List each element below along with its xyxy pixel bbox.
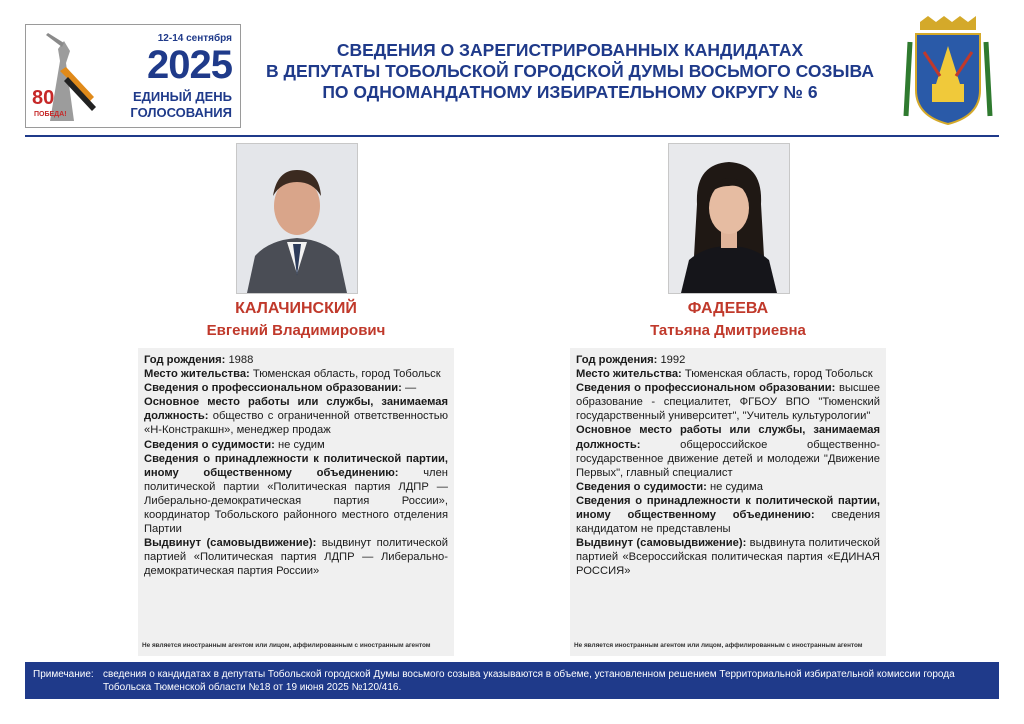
election-dates: 12-14 сентября [157,33,232,44]
candidate-first-names: Татьяна Дмитриевна [650,322,806,339]
candidate-info-panel [138,348,454,656]
candidate-photo [668,143,790,294]
title-line-2: В ДЕПУТАТЫ ТОБОЛЬСКОЙ ГОРОДСКОЙ ДУМЫ ВОСЬМОГО СОЗЫВА [266,61,874,81]
candidate-info-panel [570,348,886,656]
title-line-1: СВЕДЕНИЯ О ЗАРЕГИСТРИРОВАННЫХ КАНДИДАТАХ [336,40,804,60]
election-day-logo [25,24,241,128]
candidate-last-name: КАЛАЧИНСКИЙ [235,300,357,317]
candidate-last-name: ФАДЕЕВА [687,300,769,317]
footer-note-text: сведения о кандидатах в депутаты Тобольской городской Думы восьмого созыва указываются в объеме, установленном решением Территориальной избирательной комиссии города Тобольска Тюменской области №18 от 19 июня 2025 №120/416. [103,669,955,693]
candidate-first-names: Евгений Владимирович [206,322,386,339]
footer-note-label: Примечание: [33,669,94,680]
workplace: Основное место работы или службы, занимаемая должность: общероссийское общественно-государственное движение детей и молодежи "Движение Первых", главный специалист [576,424,880,479]
header-divider [25,135,999,137]
foreign-agent-note: Не является иностранным агентом или лицом, аффилированным с иностранным агентом [574,641,863,649]
conviction: Сведения о судимости: не судима [576,480,763,493]
victory-label: ПОБЕДА! [34,111,67,118]
election-day-line1: ЕДИНЫЙ ДЕНЬ [132,89,232,104]
title-line-3: ПО ОДНОМАНДАТНОМУ ИЗБИРАТЕЛЬНОМУ ОКРУГУ № 6 [322,82,818,102]
conviction: Сведения о судимости: не судим [144,438,325,451]
candidate-photo [236,143,358,294]
party-membership: Сведения о принадлежности к политической партии, иному общественному объединению: член политической партии «Политическая партия ЛДПР — Либерально-демократическая партия России», координатор Тобольского районного местного отделения Партии [144,452,448,536]
education: Сведения о профессиональном образовании: высшее образование - специалитет, ФГБОУ ВПО "Тюменский государственный университет", "Учитель культурологии" [576,382,880,423]
footer-note [25,662,999,699]
nomination: Выдвинут (самовыдвижение): выдвинут политической партией «Политическая партия ЛДПР — Либерально-демократическая партия России» [144,537,448,578]
election-year: 2025 [147,43,232,87]
nomination: Выдвинут (самовыдвижение): выдвинута политической партией «Всероссийская политическая партия «ЕДИНАЯ РОССИЯ» [576,537,880,578]
foreign-agent-note: Не является иностранным агентом или лицом, аффилированным с иностранным агентом [142,641,431,649]
jubilee-number: 80 [32,87,55,109]
party-membership: Сведения о принадлежности к политической партии, иному общественному объединению: сведения кандидатом не представлены [576,494,880,536]
election-day-line2: ГОЛОСОВАНИЯ [130,105,232,120]
page-title [240,40,900,103]
residence: Место жительства: Тюменская область, город Тобольск [576,368,873,381]
birth-year: Год рождения: 1988 [144,354,254,366]
workplace: Основное место работы или службы, занимаемая должность: общество с ограниченной ответственностью «Н-Констракшн», менеджер продаж [144,396,448,437]
tobolsk-coat-of-arms-icon [902,16,994,126]
education: Сведения о профессиональном образовании: — [144,382,417,395]
residence: Место жительства: Тюменская область, город Тобольск [144,368,441,381]
birth-year: Год рождения: 1992 [576,354,686,366]
